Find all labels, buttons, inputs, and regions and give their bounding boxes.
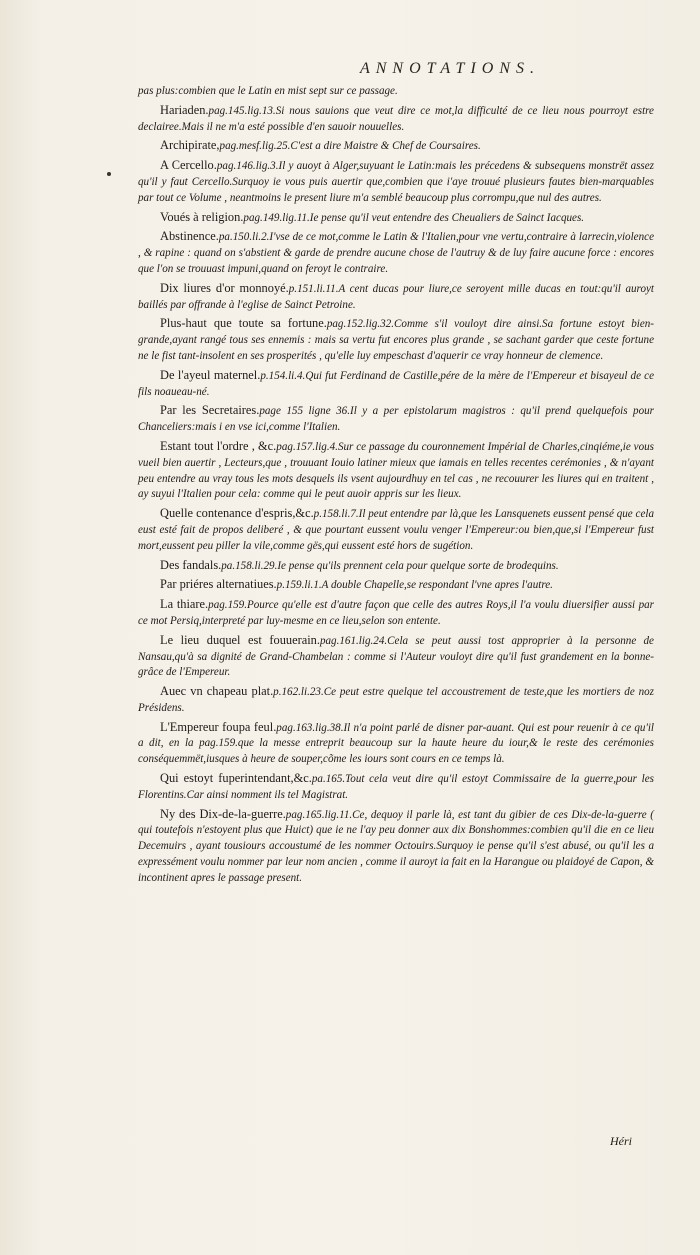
annotation-reference: pa.165. bbox=[311, 773, 346, 786]
annotation-entry bbox=[138, 158, 654, 206]
annotation-entry bbox=[138, 316, 654, 364]
annotation-entry bbox=[138, 506, 654, 554]
annotation-entry bbox=[138, 281, 654, 314]
annotation-lemma: Voués à religion. bbox=[160, 209, 244, 224]
annotation-reference: pag.145.lig.13. bbox=[208, 104, 276, 117]
annotation-entry bbox=[138, 577, 654, 594]
annotation-lemma: Hariaden. bbox=[160, 102, 209, 117]
annotation-lemma: Quelle contenance d'espris,&c. bbox=[160, 506, 314, 521]
annotation-note: Qui fut Ferdinand de Castille,pére de la mère de l'Empereur et bisayeul de ce fils noaueau-né. bbox=[138, 369, 654, 398]
annotation-reference: pag.mesf.lig.25. bbox=[219, 140, 291, 153]
annotation-note: Cela se peut aussi tost approprier à la personne de Nansau,qu'à sa dignité de Grand-Chambelan : comme si l'Auteur vouloyt dire qu'il fust grandement en la bonne-grâce de l'Empereur. bbox=[138, 634, 654, 679]
annotation-entry bbox=[138, 403, 654, 436]
annotation-lemma: Par les Secretaires. bbox=[160, 403, 260, 418]
annotation-lemma: Par priéres alternatiues. bbox=[160, 577, 277, 592]
annotation-lemma: Le lieu duquel est fouuerain. bbox=[160, 632, 320, 647]
annotation-reference: p.159.li.1. bbox=[276, 579, 322, 592]
annotation-entry bbox=[138, 368, 654, 401]
annotation-note: Tout cela veut dire qu'il estoyt Commissaire de la guerre,pour les Florentins.Car ainsi nomment ils tel Magistrat. bbox=[138, 773, 654, 801]
annotation-note: C'est a dire Maistre & Chef de Coursaires. bbox=[290, 140, 481, 153]
annotation-note: Pource qu'elle est d'autre façon que celle des autres Roys,il l'a voulu diuersifier aussi par ce mot Persiq,interpreté par luy-mesme en ce lieu,selon son entente. bbox=[138, 599, 654, 627]
annotation-lemma: Ny des Dix-de-la-guerre. bbox=[160, 806, 286, 821]
annotation-reference: pag.163.lig.38. bbox=[276, 721, 344, 734]
annotation-lemma: Des fandals. bbox=[160, 557, 222, 572]
catchword: Héri bbox=[610, 1134, 632, 1148]
annotation-lemma: La thiare. bbox=[160, 597, 209, 612]
annotation-entry bbox=[138, 229, 654, 277]
annotation-reference: pag.152.lig.32. bbox=[326, 318, 394, 331]
annotation-reference: p.151.li.11. bbox=[288, 282, 339, 295]
annotation-note: Il y auoyt à Alger,suyuant le Latin:mais les précedens & subsequens monstrët assez qu'il y faut Cercello.Surquoy ie vous puis auertir que,combien que i'aye trouué plusieurs fautes bien-marquables par tout ce Volume , neantmoins le present liure m'a semblé beaucoup plus corrompu,que nul des autres. bbox=[138, 160, 654, 204]
annotation-lemma: Plus-haut que toute sa fortune. bbox=[160, 316, 327, 331]
annotation-entry bbox=[138, 84, 654, 100]
annotation-entry bbox=[138, 807, 654, 887]
annotation-reference: pag.161.lig.24. bbox=[319, 634, 388, 647]
annotation-lemma: Auec vn chapeau plat. bbox=[160, 684, 274, 699]
annotation-note: A cent ducas pour liure,ce seroyent mille ducas en tout:qu'il auroyt baillés par offrande à l'eglise de Sainct Petroine. bbox=[138, 282, 654, 311]
annotation-lemma: Archipirate, bbox=[160, 138, 220, 153]
annotation-entry bbox=[138, 103, 654, 136]
annotation-note: Ce peut estre quelque tel accoustrement de teste,que les mortiers de noz Présidens. bbox=[138, 686, 654, 714]
annotation-note: Ie pense qu'ils prennent cela pour quelque sorte de brodequins. bbox=[277, 559, 559, 572]
annotation-lemma: Dix liures d'or monnoyé. bbox=[160, 280, 289, 295]
annotation-note: Il y a per epistolarum magistros : qu'il prend quelquefois pour Chanceliers:mais i en vse ici,comme l'Italien. bbox=[138, 405, 654, 434]
annotation-reference: pa.150.li.2. bbox=[218, 231, 270, 244]
annotation-lemma: L'Empereur foupa feul. bbox=[160, 719, 277, 734]
annotation-reference: pag.159. bbox=[208, 599, 247, 612]
annotation-entry bbox=[138, 210, 654, 227]
annotation-note: Sur ce passage du couronnement Impérial de Charles,cinqiéme,ie vous vueil bien auertir , Lecteurs,que , trouuant Iouio latiner mieux que iamais en telles recentes cerémonies , & n'ayant peu entendre au vray tous les mots desquels ils vsent aujourdhuy en tel cas , ne recouurer les liures qui en traitent , ay suyui l'Italien pour cela: comme qui le peut auoir appris sur les lieux. bbox=[138, 440, 655, 501]
annotation-note: A double Chapelle,se respondant l'vne apres l'autre. bbox=[321, 579, 553, 592]
annotation-lemma: Abstinence. bbox=[160, 229, 219, 244]
annotation-lemma: Qui estoyt fuperintendant,&c. bbox=[160, 771, 312, 786]
annotation-note: Ie pense qu'il veut entendre des Cheualiers de Sainct Iacques. bbox=[309, 211, 585, 224]
annotation-lemma: Estant tout l'ordre , &c. bbox=[160, 438, 277, 453]
annotation-reference: p.162.li.23. bbox=[273, 686, 324, 699]
annotation-note: Ce, dequoy il parle là, est tant du gibier de ces Dix-de-la-guerre ( qui toutefois n'estoyent plus que Huict) que ie ne l'ay peu donner aux dix Bonshommes:combien qu'il die en ce lieu Decemuirs , ayant tousiours accoustumé de les nommer Octouirs.Surquoy ie pense qu'il s'est abusé, ou qu'il les a expressément voulu nommer par leur nom ancien , comme il auroyt ia fait en la Harangue ou plaidoyé de Capon, & incontinent apres le passage present. bbox=[138, 808, 654, 884]
annotation-reference: p.158.li.7. bbox=[313, 508, 359, 521]
annotation-entry bbox=[138, 597, 654, 630]
annotation-entry bbox=[138, 720, 654, 768]
annotation-entry bbox=[138, 138, 654, 155]
annotation-reference: pa.158.li.29. bbox=[221, 559, 278, 572]
annotation-entry bbox=[138, 439, 654, 503]
annotation-entry bbox=[138, 684, 654, 717]
annotation-note: pas plus:combien que le Latin en mist sept sur ce passage. bbox=[138, 85, 398, 97]
annotations-body bbox=[138, 84, 654, 890]
annotation-note: Comme s'il vouloyt dire ainsi.Sa fortune estoyt bien-grande,ayant rangé tous ses ennemis : mais sa vertu fut encores plus grande , se sachant garder que ceste fortune ne le fist tant-insolent en ses prosperités , qu'elle luy empeschast d'aquerir ce vray honneur de clemence. bbox=[138, 318, 654, 362]
annotation-lemma: De l'ayeul maternel. bbox=[160, 367, 261, 382]
annotation-reference: page 155 ligne 36. bbox=[259, 405, 350, 418]
annotation-reference: pag.149.lig.11. bbox=[243, 211, 310, 224]
annotation-entry bbox=[138, 558, 654, 575]
annotation-entry bbox=[138, 633, 654, 681]
annotation-reference: p.154.li.4. bbox=[260, 369, 306, 382]
annotation-lemma: A Cercello. bbox=[160, 158, 217, 173]
annotation-note: Il peut entendre par là,que les Lansquenets eussent pensé que cela eust esté fait de propos deliberé , & que pourtant eussent voulu venger l'Empereur:ou bien,que,si l'Empereur fust mort,eussent peu piller la vile,comme gës,qui eussent esté hors de sugétion. bbox=[138, 508, 654, 552]
annotation-note: Il n'a point parlé de disner par-auant. Qui est pour reuenir à ce qu'il a dit, en la pag.159.que la messe entreprit beaucoup sur la haute heure du iour,& le reste des cerémonies conséquemmët,iusques à heure de souper,cõme les iours sont cours en ce temps là. bbox=[138, 721, 654, 766]
annotation-reference: pag.146.lig.3. bbox=[216, 160, 279, 173]
annotation-note: Si nous sauions que veut dire ce mot,la difficulté de ce lieu nous pourroyt estre declairee.Mais il ne m'a esté possible d'en sauoir nouuelles. bbox=[138, 104, 654, 133]
annotation-entry bbox=[138, 771, 654, 804]
running-title: ANNOTATIONS. bbox=[359, 60, 540, 77]
margin-ink-mark bbox=[107, 172, 111, 176]
annotation-note: I'vse de ce mot,comme le Latin & l'Italien,pour vne vertu,contraire à larrecin,violence , & rapine : quand on s'abstient & garde de prendre aucune chose de l'autruy & de luy faire aucune force : encores que l'on se trouuast impuni,quand on feroyt le contraire. bbox=[138, 231, 654, 275]
annotation-reference: pag.165.lig.11. bbox=[285, 808, 353, 821]
annotation-reference: pag.157.lig.4. bbox=[276, 440, 338, 453]
